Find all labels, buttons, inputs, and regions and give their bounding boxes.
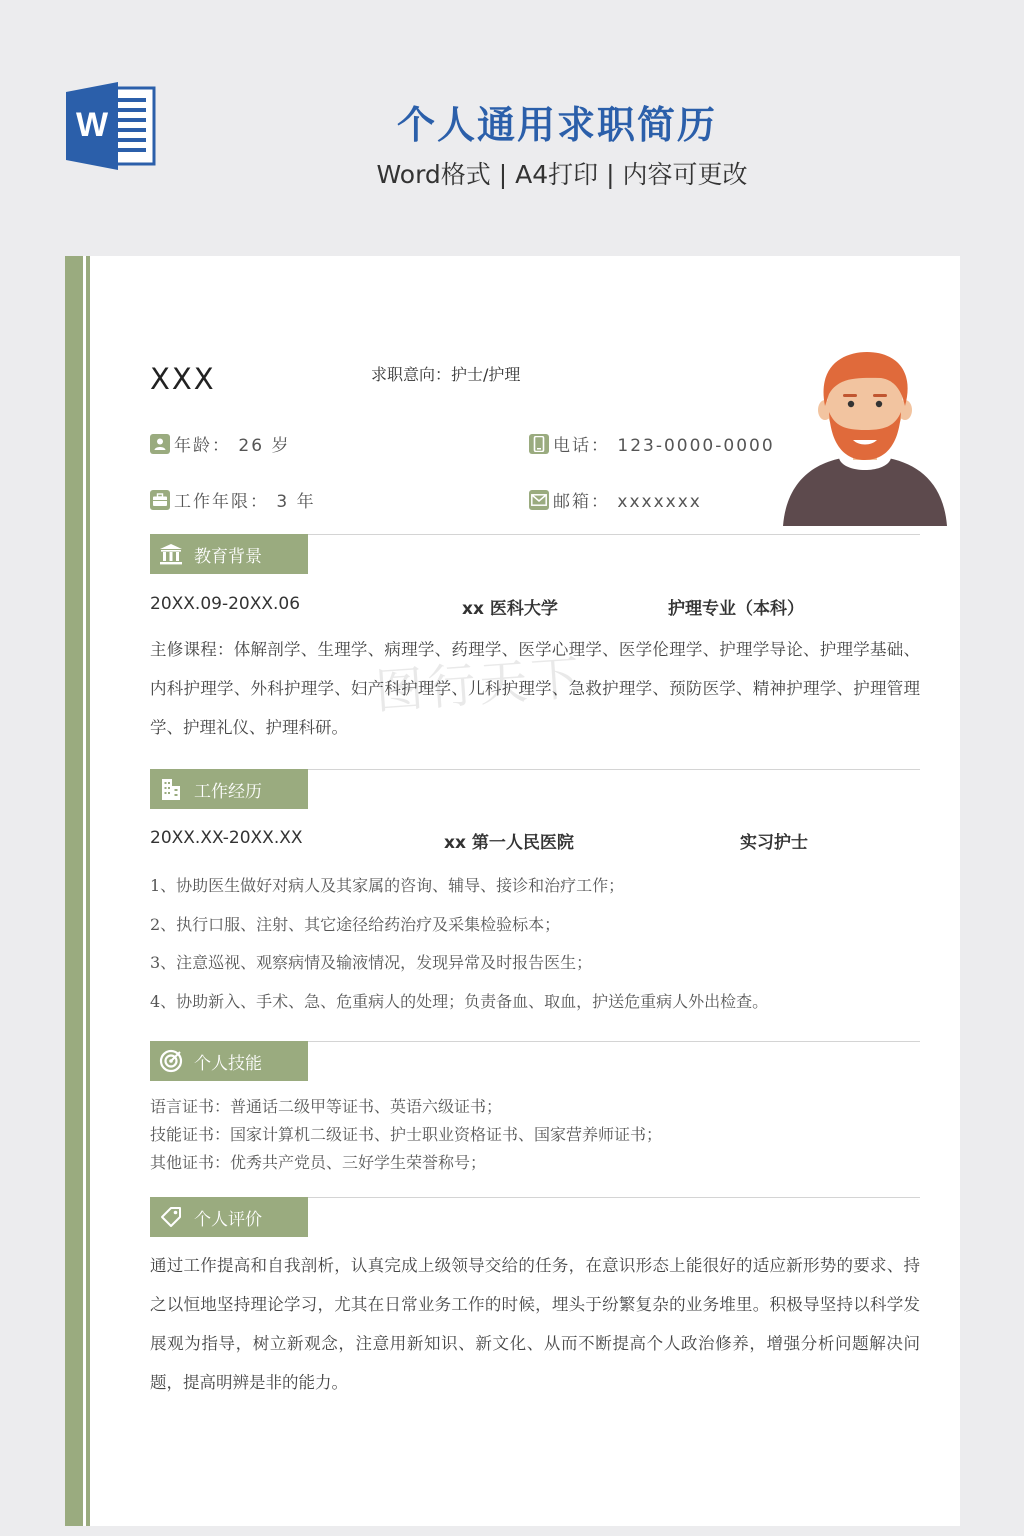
phone-text: 电话： 123-0000-0000 (553, 436, 775, 456)
resume-paper (65, 256, 960, 1526)
phone-info (529, 431, 775, 456)
bank-icon (158, 542, 184, 566)
tag-icon (158, 1205, 184, 1229)
watermark: 图行天下 (373, 649, 586, 721)
svg-text:W: W (75, 106, 109, 144)
work-period: 20XX.XX-20XX.XX (150, 828, 303, 848)
work-duty: 1、协助医生做好对病人及其家属的咨询、辅导、接诊和治疗工作； (150, 876, 625, 895)
work-role: 实习护士 (740, 833, 808, 853)
section-title-evaluation: 个人评价 (194, 1209, 262, 1230)
section-header-evaluation (150, 1197, 308, 1237)
left-accent-bar (65, 256, 83, 1526)
section-title-skills: 个人技能 (194, 1053, 262, 1074)
work-years-info (150, 487, 316, 512)
avatar (781, 348, 949, 526)
edu-major: 护理专业（本科） (668, 599, 804, 619)
age-text: 年龄： 26 岁 (174, 436, 291, 456)
banner-title: 个人通用求职简历 (396, 103, 717, 147)
banner-subtitle: Word格式 | A4打印 | 内容可更改 (376, 160, 748, 189)
work-duty: 2、执行口服、注射、其它途径给药治疗及采集检验标本； (150, 915, 561, 934)
section-header-education (150, 534, 308, 574)
email-text: 邮箱： xxxxxxx (553, 492, 702, 512)
skill-item: 技能证书：国家计算机二级证书、护士职业资格证书、国家营养师证书； (150, 1125, 663, 1144)
skill-item: 语言证书：普通话二级甲等证书、英语六级证书； (150, 1097, 503, 1116)
edu-period: 20XX.09-20XX.06 (150, 594, 301, 614)
skill-item: 其他证书：优秀共产党员、三好学生荣誉称号； (150, 1153, 487, 1172)
section-title-education: 教育背景 (194, 546, 262, 567)
evaluation-text: 通过工作提高和自我剖析，认真完成上级领导交给的任务，在意识形态上能很好的适应新形势的要求、持之以恒地坚持理论学习，尤其在日常业务工作的时候，埋头于纷繁复杂的业务堆里。积极导坚持以科学发展观为指导，树立新观念，注意用新知识、新文化、从而不断提高个人政治修养，增强分析问题解决问题，提高明辨是非的能力。 (150, 1256, 920, 1392)
candidate-name: XXX (150, 362, 216, 396)
work-org: xx 第一人民医院 (444, 833, 574, 853)
building-icon (158, 777, 184, 801)
email-info (529, 487, 702, 512)
left-accent-line (86, 256, 90, 1526)
section-header-work (150, 769, 308, 809)
work-duty: 3、注意巡视、观察病情及输液情况，发现异常及时报告医生； (150, 953, 593, 972)
mail-icon (529, 490, 549, 510)
work-years-text: 工作年限： 3 年 (174, 492, 316, 512)
work-duty: 4、协助新入、手术、急、危重病人的处理；负责备血、取血，护送危重病人外出检查。 (150, 992, 769, 1011)
age-info (150, 431, 290, 456)
target-icon (158, 1049, 184, 1073)
briefcase-icon (150, 490, 170, 510)
section-title-work: 工作经历 (194, 781, 262, 802)
section-header-skills (150, 1041, 308, 1081)
person-icon (150, 434, 170, 454)
edu-school: xx 医科大学 (462, 599, 558, 619)
job-intent: 求职意向：护士/护理 (371, 365, 521, 384)
edu-courses: 主修课程：体解剖学、生理学、病理学、药理学、医学心理学、医学伦理学、护理学导论、护理学基础、内科护理学、外科护理学、妇产科护理学、儿科护理学、急救护理学、预防医学、精神护理学、护理管理学、护理礼仪、护理科研。 (150, 640, 920, 737)
phone-icon (529, 434, 549, 454)
